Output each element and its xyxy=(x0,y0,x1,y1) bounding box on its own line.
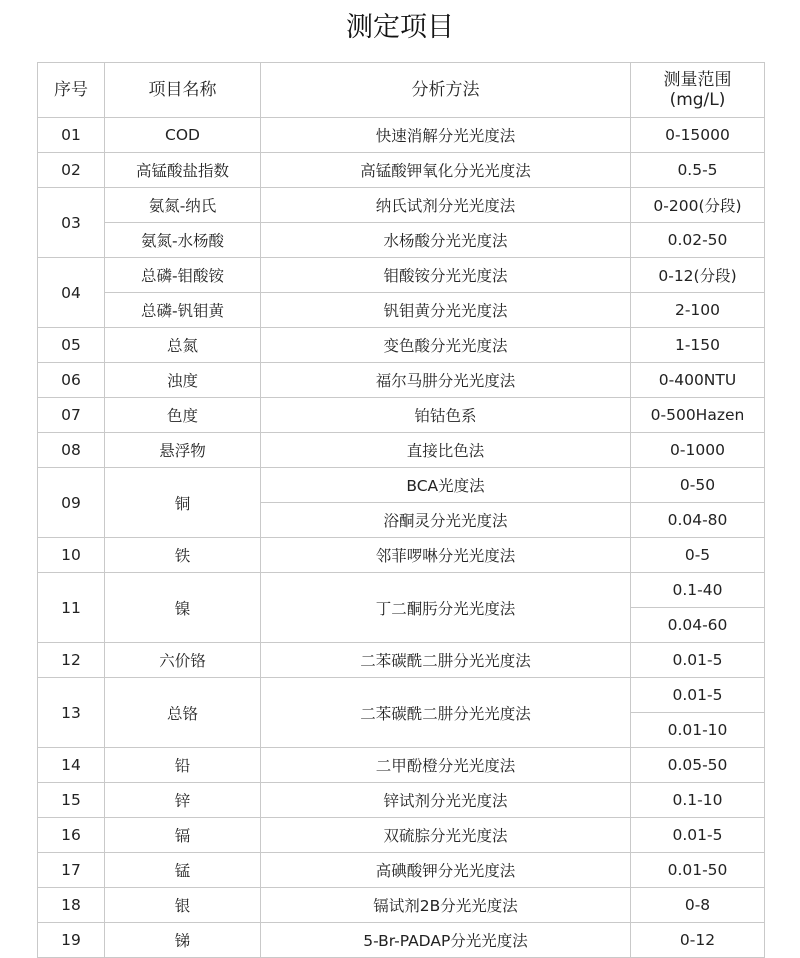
row-range: 0-200(分段) xyxy=(631,188,765,223)
table-row xyxy=(38,118,765,153)
row-no: 12 xyxy=(38,643,105,678)
row-range: 0.04-80 xyxy=(631,503,765,538)
row-range: 0-12(分段) xyxy=(631,258,765,293)
header-name: 项目名称 xyxy=(105,63,261,118)
header-range-line1: 测量范围 xyxy=(663,70,732,90)
row-method: 水杨酸分光光度法 xyxy=(261,223,631,258)
row-no: 11 xyxy=(38,573,105,643)
row-no: 10 xyxy=(38,538,105,573)
row-method: 浴酮灵分光光度法 xyxy=(261,503,631,538)
header-no: 序号 xyxy=(38,63,105,118)
table-row xyxy=(38,293,765,328)
row-name: 氨氮-水杨酸 xyxy=(105,223,261,258)
row-no: 03 xyxy=(38,188,105,258)
row-no: 17 xyxy=(38,853,105,888)
row-name: 高锰酸盐指数 xyxy=(105,153,261,188)
table-row xyxy=(38,818,765,853)
table-row xyxy=(38,468,765,503)
row-name: 铜 xyxy=(105,468,261,538)
row-range: 0-8 xyxy=(631,888,765,923)
row-name: 浊度 xyxy=(105,363,261,398)
table-header-row xyxy=(38,63,765,118)
row-range: 0.1-40 xyxy=(631,573,765,608)
row-name: 六价铬 xyxy=(105,643,261,678)
row-range: 0.05-50 xyxy=(631,748,765,783)
row-name: 总铬 xyxy=(105,678,261,748)
row-name: 氨氮-纳氏 xyxy=(105,188,261,223)
row-method: 双硫腙分光光度法 xyxy=(261,818,631,853)
row-no: 15 xyxy=(38,783,105,818)
row-range: 0.01-10 xyxy=(631,713,765,748)
row-method: BCA光度法 xyxy=(261,468,631,503)
row-no: 05 xyxy=(38,328,105,363)
row-no: 01 xyxy=(38,118,105,153)
row-name: 镍 xyxy=(105,573,261,643)
row-name: 总磷-钒钼黄 xyxy=(105,293,261,328)
row-range: 0.1-10 xyxy=(631,783,765,818)
row-name: 银 xyxy=(105,888,261,923)
row-no: 02 xyxy=(38,153,105,188)
row-name: 锰 xyxy=(105,853,261,888)
row-range: 0.01-5 xyxy=(631,678,765,713)
table-row xyxy=(38,643,765,678)
row-method: 5-Br-PADAP分光光度法 xyxy=(261,923,631,958)
row-range: 0.01-5 xyxy=(631,643,765,678)
table-row xyxy=(38,538,765,573)
table-row xyxy=(38,258,765,293)
table-row xyxy=(38,188,765,223)
row-method: 二苯碳酰二肼分光光度法 xyxy=(261,678,631,748)
row-name: 总磷-钼酸铵 xyxy=(105,258,261,293)
table-row xyxy=(38,223,765,258)
measurement-table xyxy=(37,62,765,958)
page-title: 测定项目 xyxy=(346,12,454,43)
row-range: 0.01-50 xyxy=(631,853,765,888)
row-range: 2-100 xyxy=(631,293,765,328)
row-no: 08 xyxy=(38,433,105,468)
row-method: 锌试剂分光光度法 xyxy=(261,783,631,818)
row-method: 钼酸铵分光光度法 xyxy=(261,258,631,293)
row-name: 总氮 xyxy=(105,328,261,363)
row-range: 0.5-5 xyxy=(631,153,765,188)
table-row xyxy=(38,328,765,363)
header-range xyxy=(631,63,765,118)
row-method: 高锰酸钾氧化分光光度法 xyxy=(261,153,631,188)
row-name: 锑 xyxy=(105,923,261,958)
table-row xyxy=(38,923,765,958)
row-method: 快速消解分光光度法 xyxy=(261,118,631,153)
row-range: 0-500Hazen xyxy=(631,398,765,433)
row-name: 锌 xyxy=(105,783,261,818)
table-row xyxy=(38,398,765,433)
row-no: 06 xyxy=(38,363,105,398)
row-method: 直接比色法 xyxy=(261,433,631,468)
row-method: 二甲酚橙分光光度法 xyxy=(261,748,631,783)
row-no: 04 xyxy=(38,258,105,328)
row-range: 0-15000 xyxy=(631,118,765,153)
row-no: 19 xyxy=(38,923,105,958)
row-no: 14 xyxy=(38,748,105,783)
row-name: 铁 xyxy=(105,538,261,573)
table-row xyxy=(38,573,765,608)
row-name: 铅 xyxy=(105,748,261,783)
table-row xyxy=(38,748,765,783)
row-no: 16 xyxy=(38,818,105,853)
row-no: 07 xyxy=(38,398,105,433)
row-method: 变色酸分光光度法 xyxy=(261,328,631,363)
table-row xyxy=(38,433,765,468)
row-method: 纳氏试剂分光光度法 xyxy=(261,188,631,223)
row-name: COD xyxy=(105,118,261,153)
table-row xyxy=(38,153,765,188)
row-no: 13 xyxy=(38,678,105,748)
row-range: 0-400NTU xyxy=(631,363,765,398)
row-range: 0.01-5 xyxy=(631,818,765,853)
header-range-line2: (mg/L) xyxy=(669,90,726,110)
row-method: 铂钴色系 xyxy=(261,398,631,433)
table-row xyxy=(38,853,765,888)
row-range: 0.02-50 xyxy=(631,223,765,258)
header-method: 分析方法 xyxy=(261,63,631,118)
row-name: 悬浮物 xyxy=(105,433,261,468)
row-method: 镉试剂2B分光光度法 xyxy=(261,888,631,923)
row-method: 福尔马肼分光光度法 xyxy=(261,363,631,398)
row-no: 09 xyxy=(38,468,105,538)
row-method: 钒钼黄分光光度法 xyxy=(261,293,631,328)
row-method: 丁二酮肟分光光度法 xyxy=(261,573,631,643)
row-no: 18 xyxy=(38,888,105,923)
row-range: 0-1000 xyxy=(631,433,765,468)
row-method: 邻菲啰啉分光光度法 xyxy=(261,538,631,573)
table-row xyxy=(38,678,765,713)
row-name: 色度 xyxy=(105,398,261,433)
row-range: 0-12 xyxy=(631,923,765,958)
row-range: 0-5 xyxy=(631,538,765,573)
row-name: 镉 xyxy=(105,818,261,853)
table-row xyxy=(38,363,765,398)
table-row xyxy=(38,888,765,923)
row-range: 1-150 xyxy=(631,328,765,363)
row-method: 高碘酸钾分光光度法 xyxy=(261,853,631,888)
row-range: 0-50 xyxy=(631,468,765,503)
row-method: 二苯碳酰二肼分光光度法 xyxy=(261,643,631,678)
row-range: 0.04-60 xyxy=(631,608,765,643)
table-row xyxy=(38,783,765,818)
